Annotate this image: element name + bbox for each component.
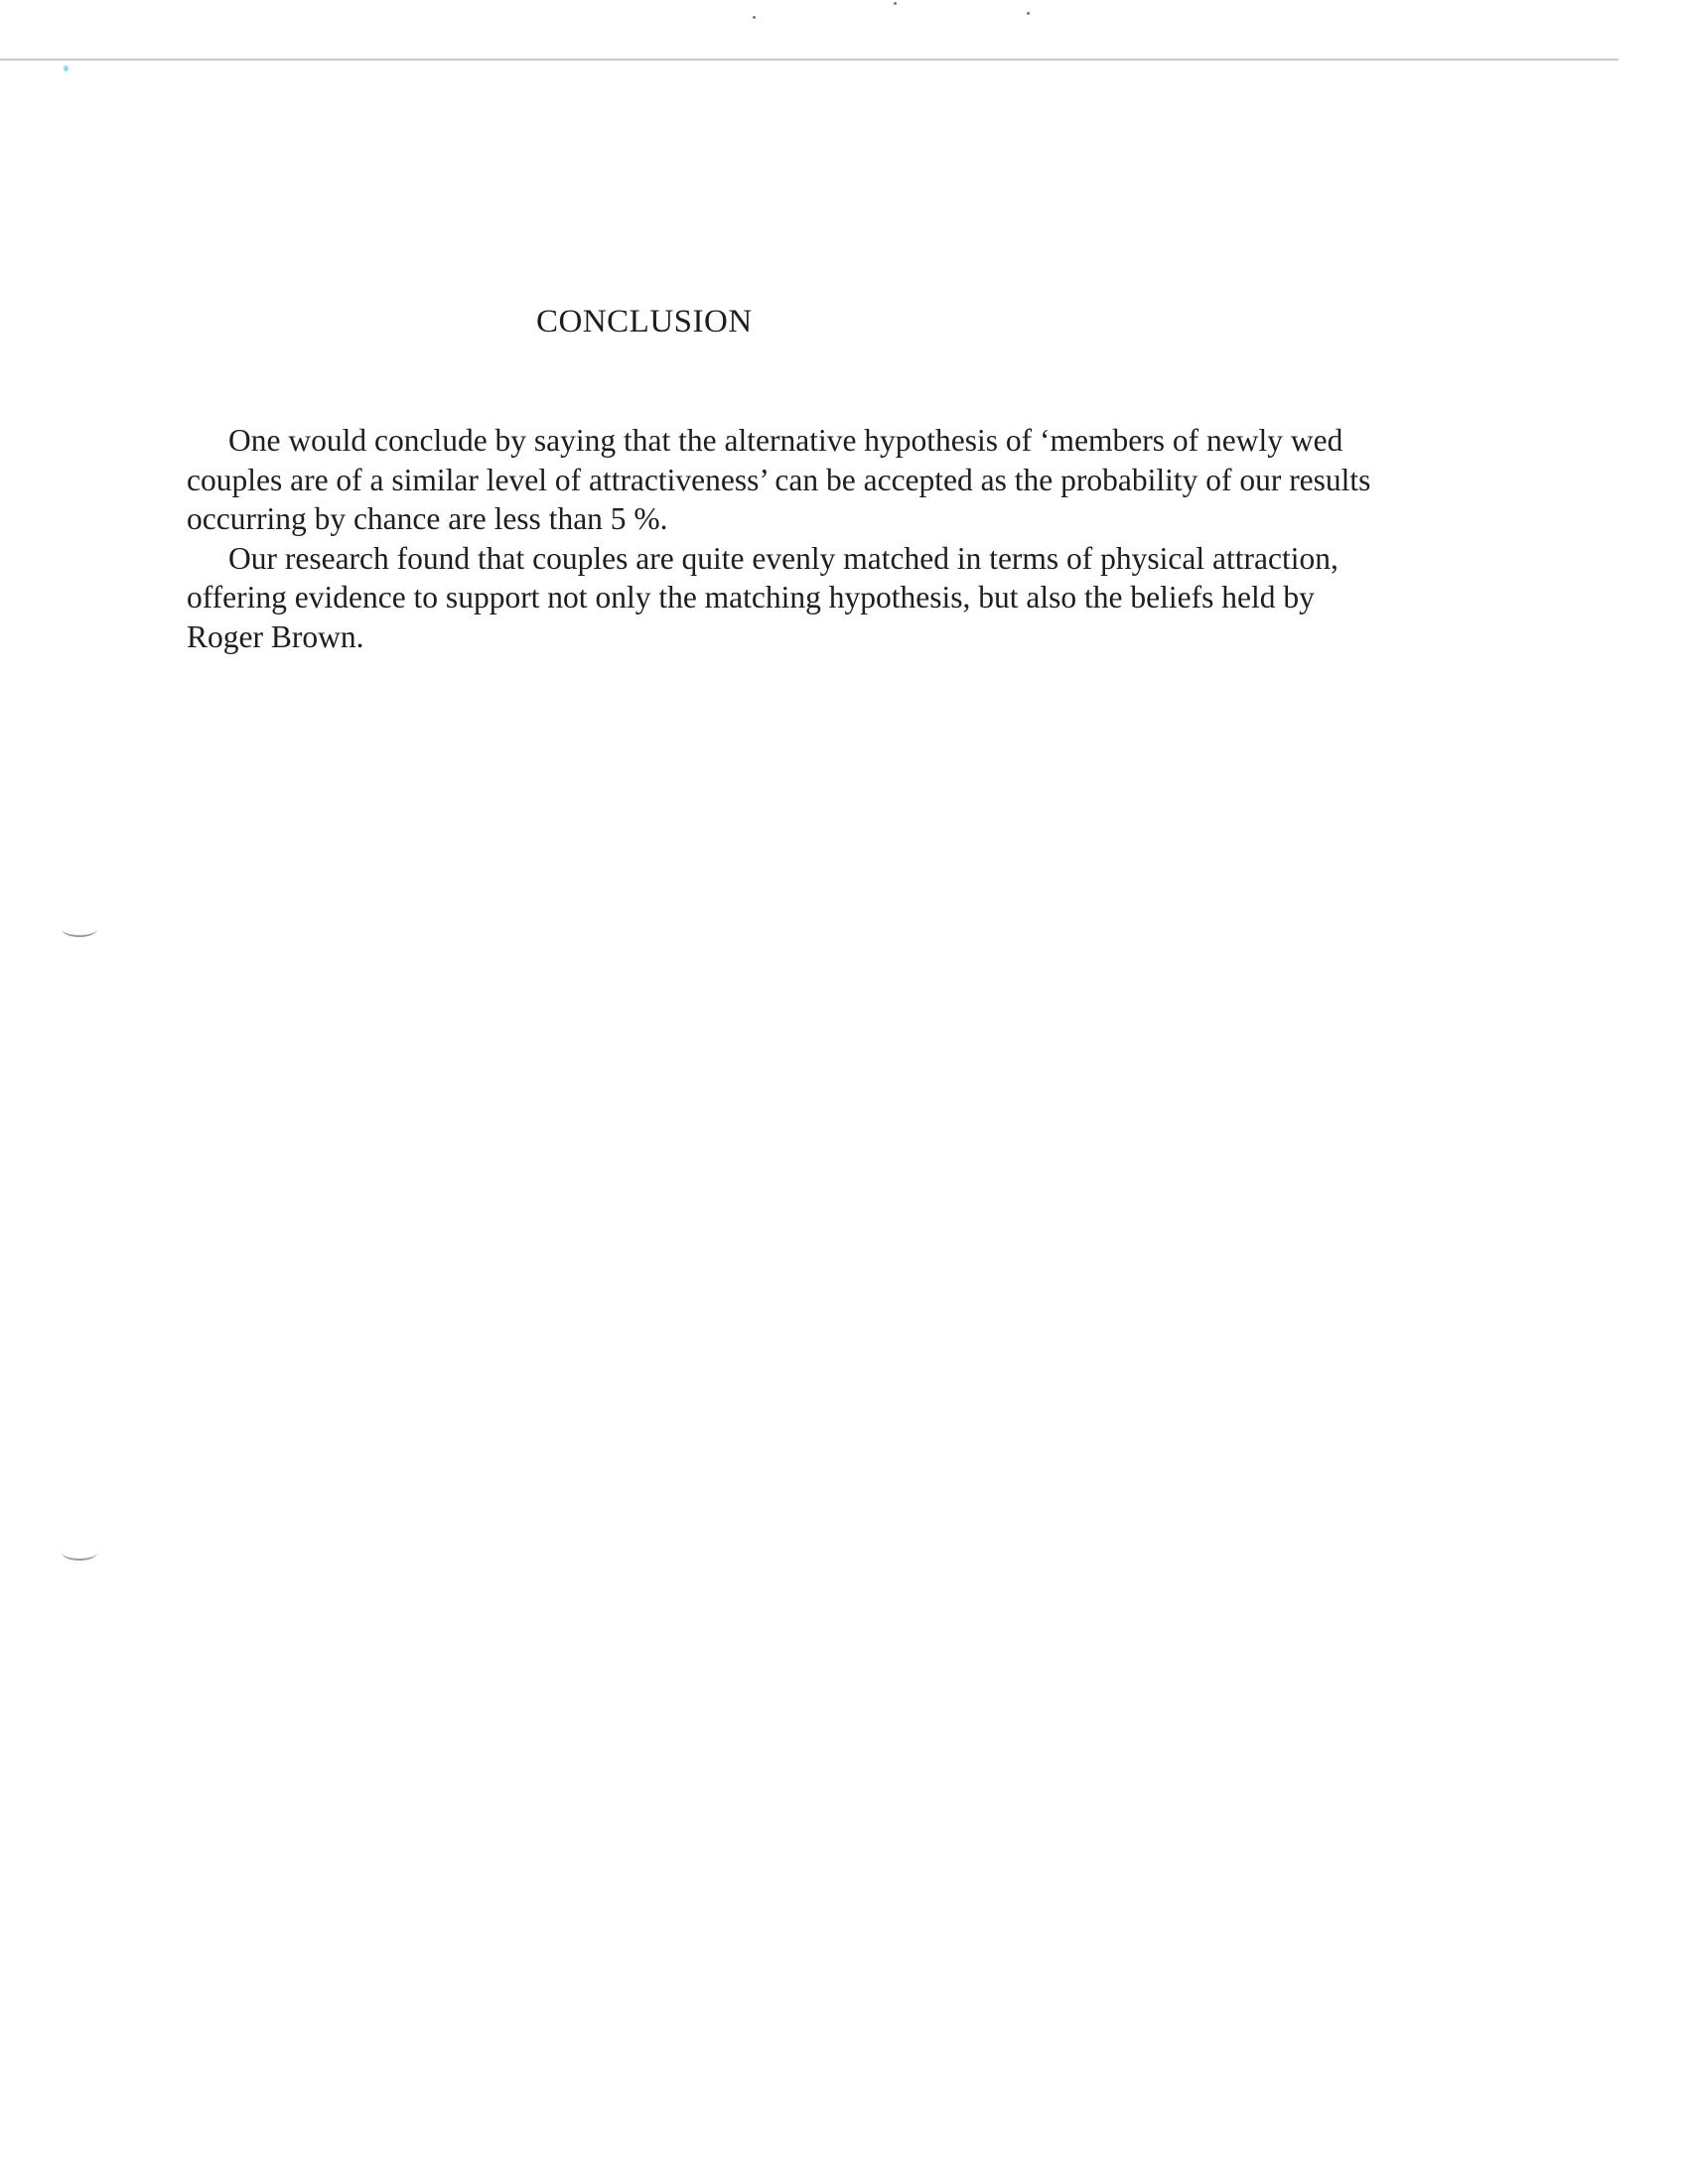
paragraph-line: One would conclude by saying that the alternative hypothesis of ‘members of newly wed: [228, 423, 1343, 458]
conclusion-body: [187, 421, 1438, 656]
scan-speck: [1027, 12, 1030, 15]
paragraph-2: [187, 539, 1438, 657]
punch-hole-mark: [62, 921, 97, 937]
punch-hole-mark: [62, 1545, 97, 1561]
scan-speck: [753, 16, 756, 19]
scan-color-speck: [64, 66, 69, 71]
paragraph-line: offering evidence to support not only the matching hypothesis, but also the beliefs held by: [187, 580, 1315, 614]
paragraph-1: [187, 421, 1438, 539]
paragraph-line: occurring by chance are less than 5 %.: [187, 501, 668, 536]
paragraph-line: Our research found that couples are quite evenly matched in terms of physical attraction,: [228, 540, 1338, 576]
paragraph-line: Roger Brown.: [187, 618, 364, 654]
scan-speck: [894, 2, 897, 5]
section-heading: CONCLUSION: [536, 304, 753, 340]
scan-top-edge-line: [0, 59, 1618, 61]
paragraph-line: couples are of a similar level of attractiveness’ can be accepted as the probability of our results: [187, 462, 1371, 497]
